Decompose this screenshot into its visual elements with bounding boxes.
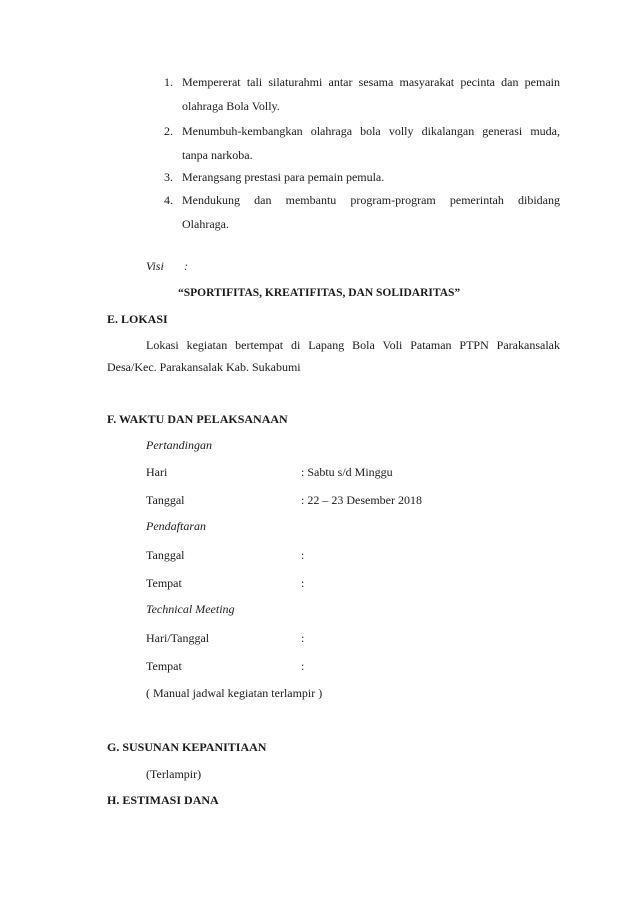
list-item-text: Merangsang prestasi para pemain pemula. [182, 170, 385, 184]
visi-colon: : [184, 259, 188, 273]
lokasi-text: Desa/Kec. Parakansalak Kab. Sukabumi [107, 360, 301, 374]
field-value: : Sabtu s/d Minggu [301, 465, 393, 479]
field-label: Tanggal [146, 548, 185, 562]
subheading-technical-meeting: Technical Meeting [146, 602, 235, 616]
field-label: Hari [146, 465, 168, 479]
field-label: Tempat [146, 576, 182, 590]
subheading-pendaftaran: Pendaftaran [146, 519, 206, 533]
list-item-text: Mendukung dan membantu program-program pemerintah dibidang [182, 193, 560, 207]
visi-text: “SPORTIFITAS, KREATIFITAS, DAN SOLIDARITAS” [178, 287, 461, 299]
list-item-number: 2. [164, 124, 173, 138]
list-item-text: Olahraga. [182, 217, 229, 231]
field-label: Hari/Tanggal [146, 631, 210, 645]
susunan-text: (Terlampir) [146, 767, 202, 781]
list-item-number: 3. [164, 170, 173, 184]
field-label: Tanggal [146, 493, 185, 507]
list-item-number: 1. [164, 75, 173, 89]
section-heading-waktu: F. WAKTU DAN PELAKSANAAN [107, 412, 288, 426]
section-heading-susunan: G. SUSUNAN KEPANITIAAN [107, 740, 267, 754]
lokasi-text: Lokasi kegiatan bertempat di Lapang Bola Voli Pataman PTPN Parakansalak [146, 338, 560, 352]
section-heading-estimasi: H. ESTIMASI DANA [107, 793, 219, 807]
field-value: : [301, 631, 305, 645]
subheading-pertandingan: Pertandingan [146, 438, 212, 452]
field-value: : [301, 548, 305, 562]
section-heading-lokasi: E. LOKASI [107, 312, 168, 326]
manual-note: ( Manual jadwal kegiatan terlampir ) [146, 686, 323, 700]
field-value: : [301, 576, 305, 590]
list-item-text: Menumbuh-kembangkan olahraga bola volly dikalangan generasi muda, [182, 124, 560, 138]
list-item-text: olahraga Bola Volly. [182, 99, 280, 113]
field-value: : 22 – 23 Desember 2018 [301, 493, 422, 507]
list-item-text: Mempererat tali silaturahmi antar sesama masyarakat pecinta dan pemain [182, 75, 560, 89]
list-item-number: 4. [164, 193, 173, 207]
list-item-text: tanpa narkoba. [182, 148, 253, 162]
field-value: : [301, 659, 305, 673]
visi-label: Visi [146, 259, 164, 273]
field-label: Tempat [146, 659, 182, 673]
